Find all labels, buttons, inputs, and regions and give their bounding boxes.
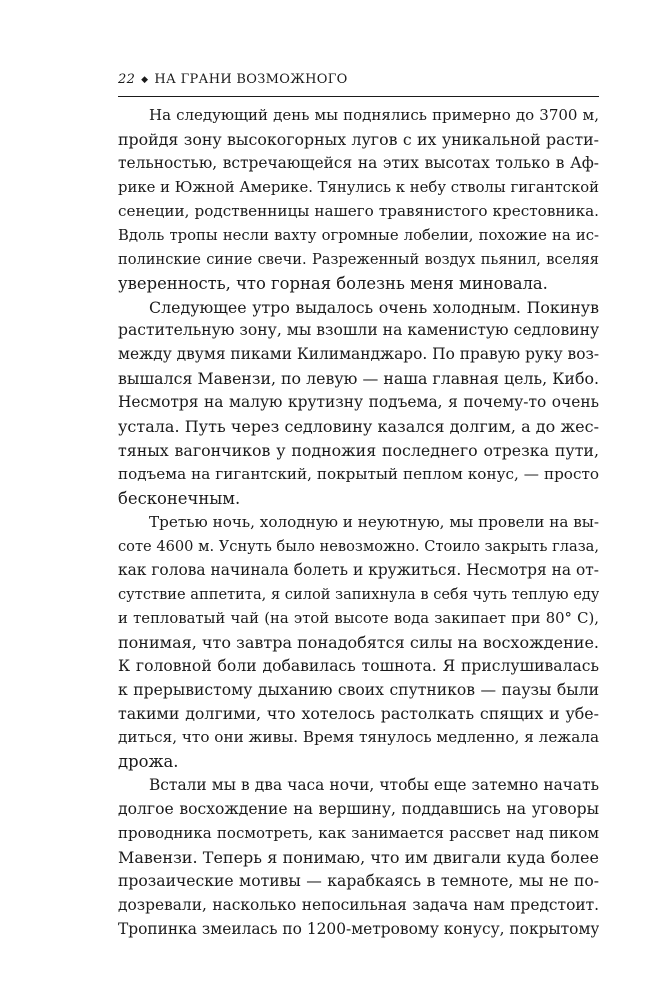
text-line: тяных вагончиков у подножия последнего отрезка пути, [118, 441, 599, 461]
text-line: понимая, что завтра понадобятся силы на восхождение. [118, 632, 599, 652]
text-line: пройдя зону высокогорных лугов с их уникальной расти- [118, 129, 599, 149]
text-line: подъема на гигантский, покрытый пеплом конус, — просто [118, 465, 599, 484]
text-line: к прерывистому дыханию своих спутников — паузы были [118, 680, 599, 699]
text-line: тельностью, встречающейся на этих высотах только в Аф- [118, 153, 599, 172]
text-line: вышался Мавензи, по левую — наша главная цель, Кибо. [118, 369, 599, 389]
body-text [118, 104, 599, 942]
text-line: между двумя пиками Килиманджаро. По правую руку воз- [118, 345, 599, 364]
text-line: дозревали, насколько непосильная задача нам предстоит. [118, 895, 599, 914]
text-line: сенеции, родственницы нашего травянистого крестовника. [118, 201, 599, 220]
header-rule [118, 96, 599, 97]
text-line: дрожа. [118, 752, 179, 772]
text-line: Несмотря на малую крутизну подъема, я почему-то очень [118, 393, 599, 412]
text-line: прозаические мотивы — карабкаясь в темноте, мы не по- [118, 872, 599, 890]
text-line: уверенность, что горная болезнь меня миновала. [118, 273, 548, 293]
text-line: соте 4600 м. Уснуть было невозможно. Стоило закрыть глаза, [118, 537, 599, 555]
text-line: Следующее утро выдалось очень холодным. Покинув [149, 297, 599, 317]
text-line: и тепловатый чай (на этой высоте вода закипает при 80° С), [118, 609, 599, 627]
running-title: НА ГРАНИ ВОЗМОЖНОГО [154, 72, 348, 87]
text-line: растительную зону, мы взошли на каменистую седловину [118, 321, 599, 340]
text-line: как голова начинала болеть и кружиться. Несмотря на от- [118, 560, 599, 579]
text-line: устала. Путь через седловину казался долгим, а до жес- [118, 417, 599, 437]
diamond-separator-icon: ◆ [141, 75, 149, 85]
text-line: такими долгими, что хотелось растолкать спящих и убе- [118, 704, 599, 724]
text-line: Встали мы в два часа ночи, чтобы еще затемно начать [149, 776, 599, 795]
running-header [118, 72, 598, 87]
page-number: 22 [118, 72, 136, 87]
text-line: диться, что они живы. Время тянулось медленно, я лежала [118, 728, 599, 747]
text-line: Мавензи. Теперь я понимаю, что им двигали куда более [118, 848, 599, 868]
text-line: К головной боли добавилась тошнота. Я прислушивалась [118, 656, 599, 675]
text-line: долгое восхождение на вершину, поддавшись на уговоры [118, 800, 599, 819]
text-line: сутствие аппетита, я силой запихнула в себя чуть теплую еду [118, 585, 599, 603]
text-line: Тропинка змеилась по 1200-метровому конусу, покрытому [118, 919, 599, 938]
text-line: проводника посмотреть, как занимается рассвет над пиком [118, 824, 599, 843]
text-line: Вдоль тропы несли вахту огромные лобелии, похожие на ис- [118, 226, 599, 244]
text-line: бесконечным. [118, 489, 241, 508]
text-line: полинские синие свечи. Разреженный воздух пьянил, вселяя [118, 250, 599, 268]
text-line: На следующий день мы поднялись примерно до 3700 м, [149, 106, 599, 124]
text-line: Третью ночь, холодную и неуютную, мы провели на вы- [149, 512, 599, 531]
text-line: рике и Южной Америке. Тянулись к небу стволы гигантской [118, 178, 599, 196]
